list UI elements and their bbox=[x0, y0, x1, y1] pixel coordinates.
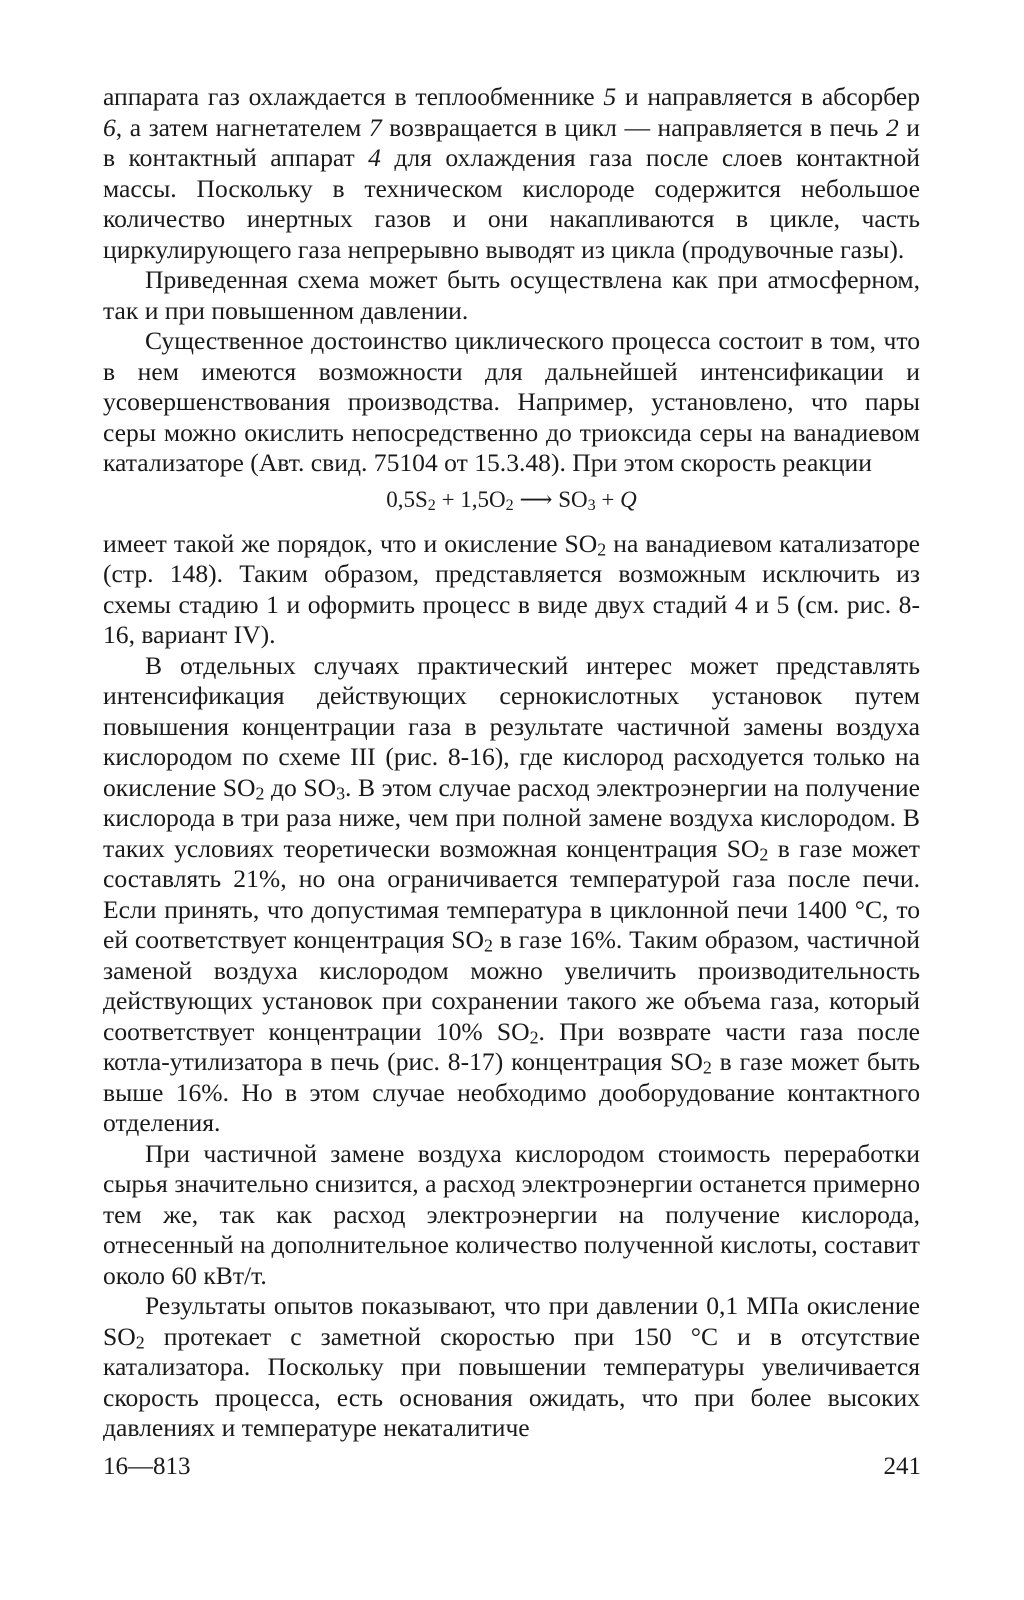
text-segment: 2 bbox=[702, 1057, 712, 1078]
text-segment: Приведенная схема может быть осуществлена как при атмосферном, так и при повышенном давлении. bbox=[103, 265, 920, 325]
paragraph bbox=[103, 265, 920, 326]
text-segment: 2 bbox=[135, 1332, 145, 1353]
text-segment: . При возврате части газа после котла-утилизатора в печь (рис. 8-17) концентрация SO bbox=[103, 1016, 920, 1076]
text-segment: 2 bbox=[483, 935, 493, 956]
paragraph bbox=[103, 82, 920, 265]
paragraph bbox=[103, 529, 920, 651]
text-segment: 3 bbox=[587, 496, 596, 514]
text-segment: протекает с заметной скоростью при 150 °С и в отсутствие катализатора. Поскольку при повышении температуры увеличивается скорость процесса, есть основания ожидать, что при более высоких давлениях и температуре некаталитиче bbox=[103, 1321, 920, 1442]
text-segment: Результаты опытов показывают, что при давлении 0,1 МПа окисление SO bbox=[103, 1291, 920, 1351]
text-segment: и направляется в абсорбер bbox=[616, 82, 920, 111]
text-segment: + bbox=[595, 486, 621, 512]
page-number: 241 bbox=[883, 1453, 921, 1480]
reaction-equation bbox=[103, 485, 920, 515]
text-segment: 2 bbox=[529, 1027, 539, 1048]
text-segment: Существенное достоинство циклического процесса состоит в том, что в нем имеются возможности для дальнейшей интенсификации и усовершенствования производства. Например, установлено, что пары серы можно окислить непосредственно до триоксида серы на ванадиевом катализаторе (Авт. свид. 75104 от 15.3.48). При этом скорость реакции bbox=[103, 326, 920, 477]
text-segment: 5 bbox=[603, 82, 617, 111]
text-segment: В отдельных случаях практический интерес может представлять интенсификация действующих сернокислотных установок путем повышения концентрации газа в результате частичной замены воздуха кислородом по схеме III (рис. 8-16), где кислород расходуется только на окисление SO bbox=[103, 650, 920, 802]
paragraph bbox=[103, 1291, 920, 1444]
text-segment: и в контактный аппарат bbox=[103, 112, 921, 172]
text-segment: возвращается в цикл — направляется в печь bbox=[381, 112, 886, 142]
text-segment: + 1,5O bbox=[435, 486, 506, 512]
text-segment: 2 bbox=[255, 783, 265, 804]
text-segment: на ванадиевом катализаторе (стр. 148). Таким образом, представляется возможным исключить из схемы стадию 1 и оформить процесс в виде двух стадий 4 и 5 (см. рис. 8-16, вариант IV). bbox=[103, 528, 921, 649]
paragraph bbox=[103, 1139, 920, 1292]
paragraph bbox=[103, 651, 920, 1139]
text-segment: 2 bbox=[759, 844, 769, 865]
paragraph bbox=[103, 326, 920, 479]
text-segment: в газе может составлять 21%, но она ограничивается температурой газа после печи. Если принять, что допустимая температура в циклонной печи 1400 °С, то ей соответствует концентрация SO bbox=[103, 833, 920, 954]
text-segment: аппарата газ охлаждается в теплообменнике bbox=[103, 82, 604, 111]
text-segment: . В этом случае расход электроэнергии на получение кислорода в три раза ниже, чем при полной замене воздуха кислородом. В таких условиях теоретически возможная концентрация SO bbox=[103, 772, 920, 863]
text-segment: 2 bbox=[427, 496, 436, 514]
printer-signature: 16—813 bbox=[103, 1453, 191, 1480]
text-segment: 2 bbox=[597, 539, 607, 560]
body-text bbox=[103, 82, 920, 1444]
text-segment: 6 bbox=[103, 112, 116, 142]
text-segment: 3 bbox=[336, 783, 346, 804]
text-segment: имеет такой же порядок, что и окисление SO bbox=[103, 528, 598, 558]
text-segment: , а затем нагнетателем bbox=[115, 112, 369, 142]
text-segment: в газе может быть выше 16%. Но в этом случае необходимо дооборудование контактного отделения. bbox=[103, 1047, 920, 1137]
text-segment: 7 bbox=[368, 112, 382, 142]
text-segment: 2 bbox=[886, 112, 899, 142]
text-segment: до SO bbox=[264, 772, 337, 802]
page-footer bbox=[103, 1453, 921, 1481]
text-segment: 4 bbox=[368, 143, 381, 172]
text-segment: для охлаждения газа после слоев контактной массы. Поскольку в техническом кислороде содержится небольшое количество инертных газов и они накапливаются в цикле, часть циркулирующего газа непрерывно выводят из цикла (продувочные газы). bbox=[103, 143, 920, 264]
text-segment: При частичной замене воздуха кислородом стоимость переработки сырья значительно снизится, а расход электроэнергии останется примерно тем же, так как расход электроэнергии на получение кислорода, отнесенный на дополнительное количество полученной кислоты, составит около 60 кВт/т. bbox=[103, 1138, 920, 1290]
text-segment: ⟶ SO bbox=[513, 486, 588, 512]
text-segment: Q bbox=[620, 486, 637, 512]
text-segment: 2 bbox=[505, 496, 514, 514]
text-segment: в газе 16%. Таким образом, частичной заменой воздуха кислородом можно увеличить производительность действующих установок при сохранении такого же объема газа, который соответствует концентрации 10% SO bbox=[103, 925, 920, 1046]
text-segment: 0,5S bbox=[386, 486, 428, 512]
